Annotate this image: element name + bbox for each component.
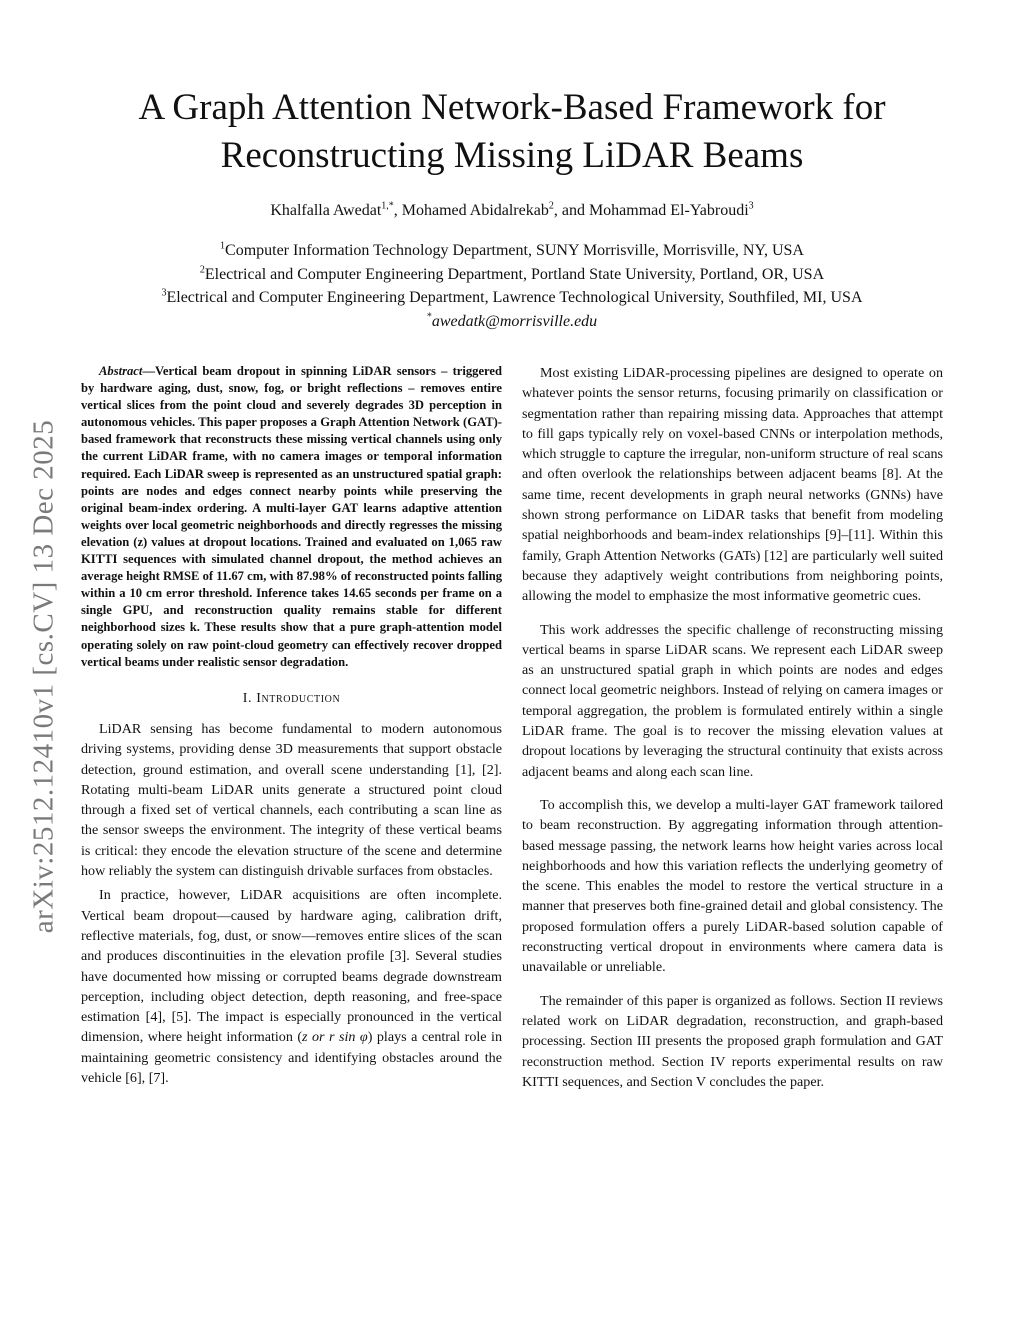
email-link[interactable]: awedatk@morrisville.edu	[431, 312, 598, 330]
title-line-1: A Graph Attention Network-Based Framework for	[138, 87, 886, 128]
intro-paragraph-1: LiDAR sensing has become fundamental to modern autonomous driving systems, providing dense 3D measurements that support obstacle detection, ground estimation, and overall scene understanding [1], [2]. Rotating multi-beam LiDAR units generate a structured point cloud through a fixed set of vertical channels, each contributing a scan line as the sensor sweeps the environment. The integrity of these vertical beams is critical: they encode the elevation structure of the scene and determine how reliably the system can distinguish drivable surfaces from obstacles.	[81, 720, 502, 880]
body-paragraph-3: To accomplish this, we develop a multi-layer GAT framework tailored to beam reconstruction. By aggregating information through attention-based message passing, the network learns how height varies across local neighborhoods and how this variation reflects the underlying geometry of the scene. This enables the model to restore the vertical structure in a manner that preserves both fine-grained detail and global consistency. The proposed formulation offers a purely LiDAR-based solution capable of reconstructing vertical dropout in environments where camera data is unavailable or unreliable.	[522, 796, 943, 976]
author-list	[0, 200, 1024, 222]
arxiv-identifier: arXiv:2512.12410v1 [cs.CV] 13 Dec 2025	[27, 419, 60, 934]
abstract	[81, 363, 502, 671]
intro-paragraph-2-end: ) plays a central role in maintaining geometric consistency and identifying obstacles around the vehicle [6], [7].	[81, 1029, 502, 1087]
abstract-dash: —	[142, 364, 155, 378]
affiliation-mark: 3	[161, 287, 167, 299]
author-mark: 3	[748, 200, 754, 212]
left-column	[81, 363, 502, 1088]
email-mark: *	[426, 311, 432, 323]
affiliation	[0, 263, 1024, 287]
author-mark: 2	[548, 200, 554, 212]
author-separator: , and	[553, 202, 589, 219]
abstract-label: Abstract	[99, 364, 143, 378]
corresponding-email	[0, 310, 1024, 334]
affiliation-text: Electrical and Computer Engineering Department, Lawrence Technological University, Southfiled, MI, USA	[166, 289, 863, 306]
affiliation-mark: 1	[220, 240, 226, 252]
intro-paragraph-2-start: In practice, however, LiDAR acquisitions are often incomplete. Vertical beam dropout—caused by hardware aging, calibration drift, reflective materials, fog, dust, or snow—removes entire slices of the scan and produces discontinuities in the elevation profile [3]. Several studies have documented how missing or corrupted beams degrade downstream perception, including object detection, depth reasoning, and free-space estimation [4], [5]. The impact is especially pronounced in the vertical dimension, where height information (	[81, 887, 502, 1046]
author-name: Khalfalla Awedat	[270, 202, 382, 219]
author-name: Mohamed Abidalrekab	[401, 202, 549, 219]
author-name: Mohammad El-Yabroudi	[588, 202, 749, 219]
title-line-2: Reconstructing Missing LiDAR Beams	[220, 135, 804, 176]
intro-paragraph-2	[81, 885, 502, 1088]
body-paragraph-4: The remainder of this paper is organized as follows. Section II reviews related work on LiDAR degradation, reconstruction, and graph-based processing. Section III presents the proposed graph formulation and GAT reconstruction method. Section IV reports experimental results on raw KITTI sequences, and Section V concludes the paper.	[522, 992, 943, 1090]
right-column	[522, 363, 943, 1092]
abstract-text: Vertical beam dropout in spinning LiDAR sensors – triggered by hardware aging, dust, snow, fog, or bright reflections – removes entire vertical slices from the point cloud and severely degrades 3D perception in autonomous vehicles. This paper proposes a Graph Attention Network (GAT)-based framework that reconstructs these missing vertical channels using only the current LiDAR frame, with no camera images or temporal information required. Each LiDAR sweep is represented as an unstructured spatial graph: points are nodes and edges connect nearby points while preserving the original beam-index ordering. A multi-layer GAT learns adaptive attention weights over local geometric neighborhoods and directly regresses the missing elevation (z) values at dropout locations. Trained and evaluated on 1,065 raw KITTI sequences with simulated channel dropout, the method achieves an average height RMSE of 11.67 cm, with 87.98% of reconstructed points falling within a 10 cm error threshold. Inference takes 14.65 seconds per frame on a single GPU, and reconstruction quality remains stable for different neighborhood sizes k. These results show that a pure graph-attention model operating solely on raw point-cloud geometry can effectively recover dropped vertical beams under realistic sensor degradation.	[81, 364, 502, 669]
author-mark: 1,*	[381, 200, 394, 212]
affiliation-list	[0, 239, 1024, 333]
section-heading-introduction	[81, 689, 502, 709]
section-title: Introduction	[256, 690, 341, 706]
inline-math: z or r sin φ	[302, 1029, 368, 1046]
body-paragraph-1: Most existing LiDAR-processing pipelines are designed to operate on whatever points the sensor returns, focusing primarily on classification or segmentation rather than repairing missing data. Approaches that attempt to fill gaps typically rely on voxel-based CNNs or interpolation methods, which struggle to capture the irregular, non-uniform structure of real scans and often overlook the relationships between adjacent beams [8]. At the same time, recent developments in graph neural networks (GNNs) have shown strong performance on LiDAR tasks that benefit from modeling spatial neighborhoods and beam-index relationships [9]–[11]. Within this family, Graph Attention Networks (GATs) [12] are particularly well suited because they adaptively weight contributions from neighboring points, allowing the model to emphasize the most informative geometric cues.	[522, 365, 943, 605]
paper-title	[0, 84, 1024, 180]
affiliation	[0, 239, 1024, 263]
affiliation-text: Electrical and Computer Engineering Department, Portland State University, Portland, OR, USA	[204, 265, 825, 283]
affiliation-text: Computer Information Technology Department, SUNY Morrisville, Morrisville, NY, USA	[225, 242, 804, 259]
body-paragraph-2: This work addresses the specific challenge of reconstructing missing vertical beams in sparse LiDAR scans. We represent each LiDAR sweep as an unstructured spatial graph in which points are nodes and edges connect local geometric neighbors. Instead of relying on camera images or temporal aggregation, the problem is formulated entirely within a single LiDAR frame. The goal is to recover the missing elevation values at dropout locations by leveraging the structural continuity that exists across adjacent beams and along each scan line.	[522, 621, 943, 780]
affiliation	[0, 286, 1024, 310]
section-number: I.	[242, 690, 253, 706]
affiliation-mark: 2	[199, 264, 205, 276]
author-separator: ,	[393, 202, 402, 219]
